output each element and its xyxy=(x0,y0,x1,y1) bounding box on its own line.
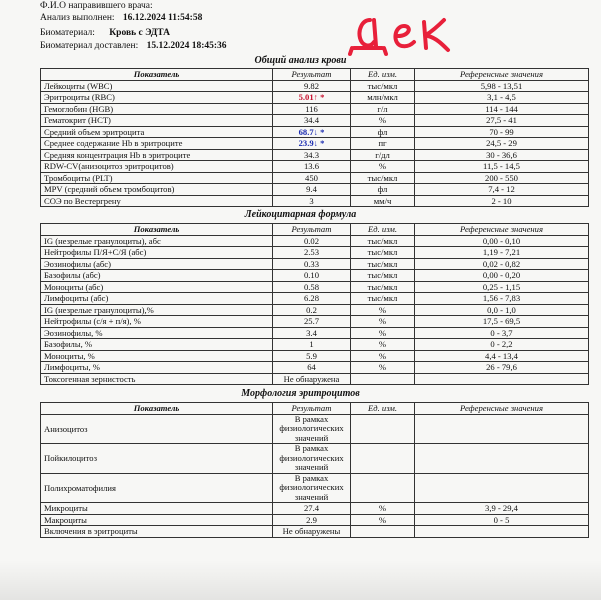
result-cell: 68.7↓ * xyxy=(273,126,351,138)
units-cell: мм/ч xyxy=(351,195,415,207)
result-cell: 5.01↑ * xyxy=(273,92,351,104)
table-row xyxy=(41,258,589,270)
leuko-title: Лейкоцитарная формула xyxy=(244,209,357,220)
units-cell: % xyxy=(351,304,415,316)
result-header: Результат xyxy=(273,403,351,415)
result-cell: В рамках физиологических значений xyxy=(273,444,351,474)
ref-cell: 26 - 79,6 xyxy=(415,362,589,374)
units-cell: фл xyxy=(351,126,415,138)
result-cell: 34.3 xyxy=(273,149,351,161)
ref-cell: 0,25 - 1,15 xyxy=(415,281,589,293)
param-cell: Лимфоциты, % xyxy=(41,362,273,374)
ref-cell: 4,4 - 13,4 xyxy=(415,350,589,362)
result-cell: 2.9 xyxy=(273,514,351,526)
units-cell: % xyxy=(351,115,415,127)
table-row xyxy=(41,80,589,92)
param-cell: Тромбоциты (PLT) xyxy=(41,172,273,184)
ref-cell: 200 - 550 xyxy=(415,172,589,184)
ref-cell: 2 - 10 xyxy=(415,195,589,207)
table-row xyxy=(41,339,589,351)
cbc-title: Общий анализ крови xyxy=(254,55,347,66)
result-header: Результат xyxy=(273,224,351,236)
param-cell: Моноциты, % xyxy=(41,350,273,362)
result-cell: 23.9↓ * xyxy=(273,138,351,150)
param-cell: Эозинофилы (абс) xyxy=(41,258,273,270)
param-cell: Полихроматофилия xyxy=(41,473,273,503)
table-row xyxy=(41,350,589,362)
units-cell xyxy=(351,373,415,385)
ref-cell: 17,5 - 69,5 xyxy=(415,316,589,328)
ref-header: Референсные значения xyxy=(415,69,589,81)
result-cell: 116 xyxy=(273,103,351,115)
result-cell: Не обнаружены xyxy=(273,526,351,538)
analysis-label: Анализ выполнен: xyxy=(40,13,115,23)
ref-cell: 1,56 - 7,83 xyxy=(415,293,589,305)
ref-cell: 0 - 5 xyxy=(415,514,589,526)
param-cell: Моноциты (абс) xyxy=(41,281,273,293)
table-row xyxy=(41,247,589,259)
param-cell: Лимфоциты (абс) xyxy=(41,293,273,305)
table-row xyxy=(41,161,589,173)
ref-cell: 0 - 3,7 xyxy=(415,327,589,339)
units-cell: тыс/мкл xyxy=(351,281,415,293)
result-cell: 6.28 xyxy=(273,293,351,305)
units-cell: % xyxy=(351,350,415,362)
param-cell: Гематокрит (HCT) xyxy=(41,115,273,127)
biomaterial-line xyxy=(40,27,170,39)
result-cell: 0.2 xyxy=(273,304,351,316)
biomaterial-label: Биоматериал: xyxy=(40,28,95,38)
analysis-date: 16.12.2024 11:54:58 xyxy=(122,13,203,23)
delivered-label: Биоматериал доставлен: xyxy=(40,41,139,51)
param-cell: Базофилы (абс) xyxy=(41,270,273,282)
units-cell xyxy=(351,414,415,444)
ref-cell xyxy=(415,373,589,385)
units-cell: % xyxy=(351,514,415,526)
param-cell: RDW-CV(анизоцитоз эритроцитов) xyxy=(41,161,273,173)
param-header: Показатель xyxy=(41,224,273,236)
table-row xyxy=(41,414,589,444)
table-row xyxy=(41,103,589,115)
result-cell: В рамках физиологических значений xyxy=(273,414,351,444)
units-cell: тыс/мкл xyxy=(351,270,415,282)
param-cell: Включения в эритроциты xyxy=(41,526,273,538)
param-cell: Эритроциты (RBC) xyxy=(41,92,273,104)
ref-cell xyxy=(415,444,589,474)
units-header: Ед. изм. xyxy=(351,69,415,81)
result-cell: 5.9 xyxy=(273,350,351,362)
analysis-line xyxy=(40,12,202,24)
handwritten-note-icon xyxy=(340,8,470,58)
table-row xyxy=(41,92,589,104)
units-cell: млн/мкл xyxy=(351,92,415,104)
units-cell xyxy=(351,526,415,538)
units-header: Ед. изм. xyxy=(351,224,415,236)
leuko-table xyxy=(40,223,589,385)
param-cell: Лейкоциты (WBC) xyxy=(41,80,273,92)
delivered-date: 15.12.2024 18:45:36 xyxy=(146,41,227,51)
table-row xyxy=(41,362,589,374)
units-cell: % xyxy=(351,327,415,339)
table-row xyxy=(41,503,589,515)
leuko-rows xyxy=(41,235,589,385)
param-cell: Токсогенная зернистость xyxy=(41,373,273,385)
cbc-header-row xyxy=(41,69,589,81)
result-cell: В рамках физиологических значений xyxy=(273,473,351,503)
table-row xyxy=(41,444,589,474)
units-cell xyxy=(351,444,415,474)
units-cell: тыс/мкл xyxy=(351,293,415,305)
table-row xyxy=(41,373,589,385)
table-row xyxy=(41,473,589,503)
ref-cell: 3,1 - 4,5 xyxy=(415,92,589,104)
units-cell: % xyxy=(351,503,415,515)
ref-header: Референсные значения xyxy=(415,224,589,236)
table-row xyxy=(41,126,589,138)
table-row xyxy=(41,281,589,293)
result-cell: 0.10 xyxy=(273,270,351,282)
units-cell: г/дл xyxy=(351,149,415,161)
ref-cell: 0,00 - 0,20 xyxy=(415,270,589,282)
ref-cell: 7,4 - 12 xyxy=(415,184,589,196)
ref-cell: 27,5 - 41 xyxy=(415,115,589,127)
units-header: Ед. изм. xyxy=(351,403,415,415)
table-row xyxy=(41,235,589,247)
result-cell: 64 xyxy=(273,362,351,374)
table-row xyxy=(41,526,589,538)
table-row xyxy=(41,138,589,150)
ref-cell: 11,5 - 14,5 xyxy=(415,161,589,173)
referrer-label: Ф.И.О направившего врача: xyxy=(40,1,153,11)
table-row xyxy=(41,316,589,328)
ref-cell: 0,0 - 1,0 xyxy=(415,304,589,316)
result-cell: 0.58 xyxy=(273,281,351,293)
units-cell: г/л xyxy=(351,103,415,115)
result-cell: 34.4 xyxy=(273,115,351,127)
param-cell: MPV (средний объем тромбоцитов) xyxy=(41,184,273,196)
table-row xyxy=(41,293,589,305)
ref-cell xyxy=(415,526,589,538)
ref-cell: 24,5 - 29 xyxy=(415,138,589,150)
table-row xyxy=(41,195,589,207)
units-cell: пг xyxy=(351,138,415,150)
units-cell: % xyxy=(351,161,415,173)
morph-table xyxy=(40,402,589,538)
result-cell: 25.7 xyxy=(273,316,351,328)
morph-rows xyxy=(41,414,589,537)
result-cell: 0.33 xyxy=(273,258,351,270)
table-row xyxy=(41,149,589,161)
page-shadow xyxy=(0,560,601,600)
ref-cell: 3,9 - 29,4 xyxy=(415,503,589,515)
ref-header: Референсные значения xyxy=(415,403,589,415)
ref-cell: 0,00 - 0,10 xyxy=(415,235,589,247)
table-row xyxy=(41,115,589,127)
leuko-header-row xyxy=(41,224,589,236)
result-cell: 13.6 xyxy=(273,161,351,173)
units-cell: % xyxy=(351,339,415,351)
biomaterial-value: Кровь с ЭДТА xyxy=(109,28,171,38)
ref-cell: 70 - 99 xyxy=(415,126,589,138)
table-row xyxy=(41,184,589,196)
result-cell: 450 xyxy=(273,172,351,184)
units-cell: тыс/мкл xyxy=(351,235,415,247)
units-cell: тыс/мкл xyxy=(351,172,415,184)
units-cell: тыс/мкл xyxy=(351,258,415,270)
result-cell: 0.02 xyxy=(273,235,351,247)
result-header: Результат xyxy=(273,69,351,81)
ref-cell xyxy=(415,414,589,444)
table-row xyxy=(41,514,589,526)
referrer-line xyxy=(40,0,153,12)
delivered-line xyxy=(40,40,227,52)
param-cell: Средняя концентрация Hb в эритроците xyxy=(41,149,273,161)
units-cell: тыс/мкл xyxy=(351,80,415,92)
param-cell: Нейтрофилы П/Я+С/Я (абс) xyxy=(41,247,273,259)
param-cell: Базофилы, % xyxy=(41,339,273,351)
param-cell: Эозинофилы, % xyxy=(41,327,273,339)
param-cell: Пойкилоцитоз xyxy=(41,444,273,474)
param-cell: Анизоцитоз xyxy=(41,414,273,444)
param-header: Показатель xyxy=(41,69,273,81)
ref-cell: 5,98 - 13,51 xyxy=(415,80,589,92)
cbc-table xyxy=(40,68,589,207)
result-cell: 3.4 xyxy=(273,327,351,339)
morph-header-row xyxy=(41,403,589,415)
morph-title: Морфология эритроцитов xyxy=(241,388,360,399)
units-cell: тыс/мкл xyxy=(351,247,415,259)
result-cell: 2.53 xyxy=(273,247,351,259)
param-cell: Средний объем эритроцита xyxy=(41,126,273,138)
param-header: Показатель xyxy=(41,403,273,415)
ref-cell: 114 - 144 xyxy=(415,103,589,115)
cbc-rows xyxy=(41,80,589,207)
result-cell: 1 xyxy=(273,339,351,351)
result-cell: Не обнаружена xyxy=(273,373,351,385)
result-cell: 9.4 xyxy=(273,184,351,196)
ref-cell: 30 - 36,6 xyxy=(415,149,589,161)
units-cell: % xyxy=(351,316,415,328)
param-cell: Макроциты xyxy=(41,514,273,526)
param-cell: Гемоглобин (HGB) xyxy=(41,103,273,115)
param-cell: СОЭ по Вестергрену xyxy=(41,195,273,207)
units-cell: фл xyxy=(351,184,415,196)
ref-cell: 1,19 - 7,21 xyxy=(415,247,589,259)
param-cell: IG (незрелые гранулоциты), абс xyxy=(41,235,273,247)
param-cell: Среднее содержание Hb в эритроците xyxy=(41,138,273,150)
param-cell: Нейтрофилы (с/я + п/я), % xyxy=(41,316,273,328)
ref-cell: 0 - 2,2 xyxy=(415,339,589,351)
table-row xyxy=(41,327,589,339)
ref-cell: 0,02 - 0,82 xyxy=(415,258,589,270)
result-cell: 27.4 xyxy=(273,503,351,515)
table-row xyxy=(41,172,589,184)
result-cell: 3 xyxy=(273,195,351,207)
param-cell: IG (незрелые гранулоциты),% xyxy=(41,304,273,316)
result-cell: 9.82 xyxy=(273,80,351,92)
param-cell: Микроциты xyxy=(41,503,273,515)
table-row xyxy=(41,270,589,282)
units-cell: % xyxy=(351,362,415,374)
table-row xyxy=(41,304,589,316)
units-cell xyxy=(351,473,415,503)
ref-cell xyxy=(415,473,589,503)
